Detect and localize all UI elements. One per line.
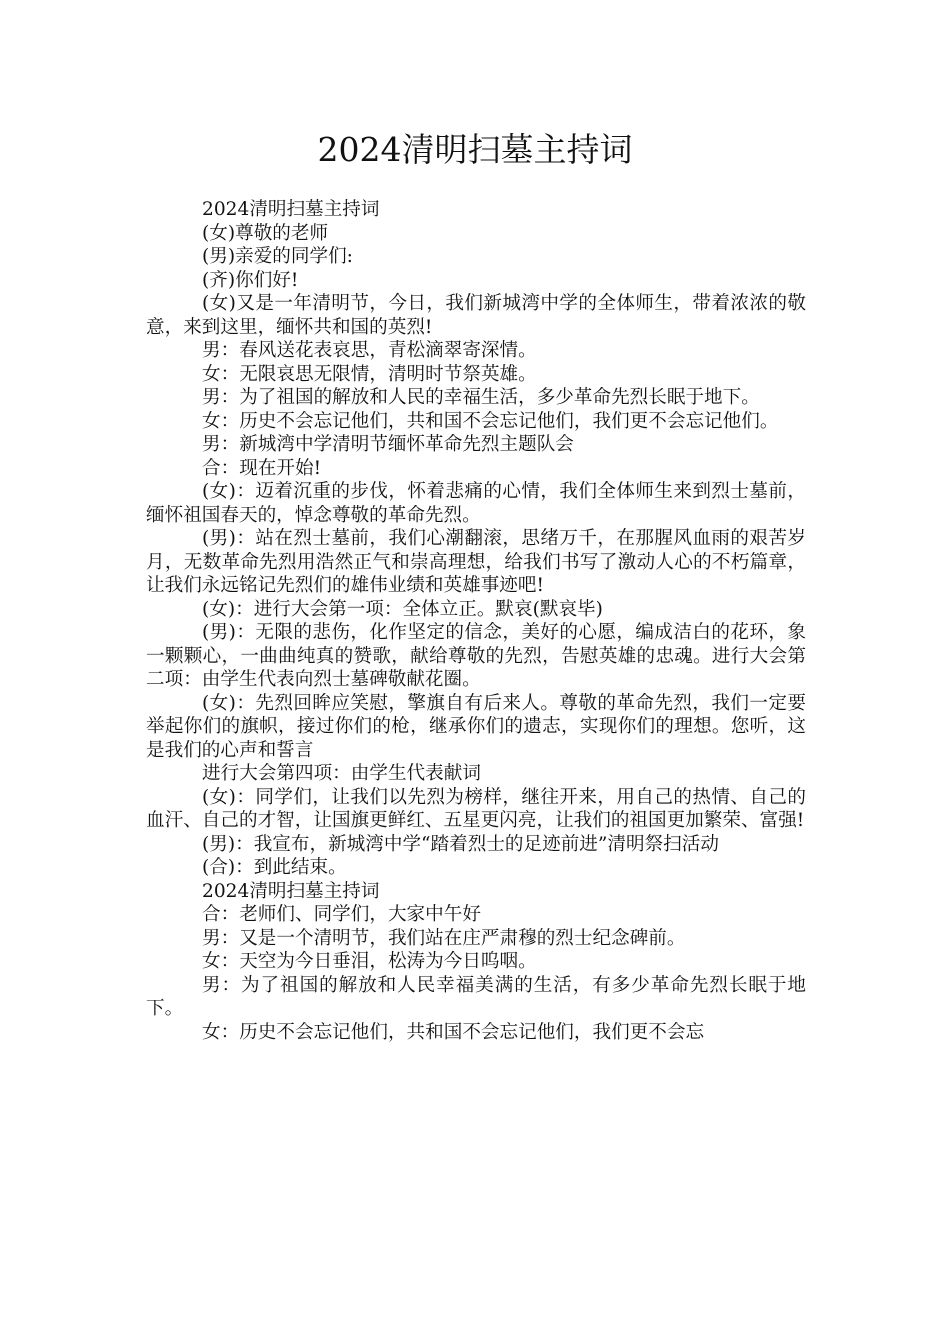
paragraph: (女)尊敬的老师 <box>202 222 329 244</box>
paragraph: 男：新城湾中学清明节缅怀革命先烈主题队会 <box>202 434 574 455</box>
document-body <box>146 198 806 1044</box>
paragraph: 女：历史不会忘记他们，共和国不会忘记他们，我们更不会忘 <box>202 1021 705 1043</box>
paragraph: 女：历史不会忘记他们，共和国不会忘记他们，我们更不会忘记他们。 <box>202 410 779 432</box>
paragraph: 进行大会第四项：由学生代表献词 <box>202 763 481 784</box>
paragraph: 女：无限哀思无限情，清明时节祭英雄。 <box>202 363 537 385</box>
paragraph: (合)：到此结束。 <box>202 857 347 878</box>
document-title: 2024清明扫墓主持词 <box>317 130 633 169</box>
paragraph: (女)：同学们，让我们以先烈为榜样，继往开来，用自己的热情、自己的血汗、自己的才智，让国旗更鲜红、五星更闪亮，让我们的祖国更加繁荣、富强! <box>146 786 806 831</box>
paragraph: 男：春风送花表哀思，青松滴翠寄深情。 <box>202 340 537 361</box>
paragraph: 合：老师们、同学们，大家中午好 <box>202 904 481 925</box>
paragraph: (齐)你们好! <box>202 269 299 291</box>
paragraph: (男)：站在烈士墓前，我们心潮翻滚，思绪万千，在那腥风血雨的艰苦岁月，无数革命先烈用浩然正气和崇高理想，给我们书写了激动人心的不朽篇章，让我们永远铭记先烈们的雄伟业绩和英雄事迹吧! <box>146 528 806 596</box>
paragraph: 男：为了祖国的解放和人民的幸福生活，多少革命先烈长眠于地下。 <box>202 387 760 408</box>
paragraph: 女：天空为今日垂泪，松涛为今日呜咽。 <box>202 951 537 972</box>
paragraph: (女)：先烈回眸应笑慰，擎旗自有后来人。尊敬的革命先烈，我们一定要举起你们的旗帜，接过你们的枪，继承你们的遗志，实现你们的理想。您听，这是我们的心声和誓言 <box>146 692 806 761</box>
paragraph: 男：又是一个清明节，我们站在庄严肃穆的烈士纪念碑前。 <box>202 927 686 949</box>
paragraph: 合：现在开始! <box>202 457 322 479</box>
paragraph: (女)又是一年清明节，今日，我们新城湾中学的全体师生，带着浓浓的敬意，来到这里，缅怀共和国的英烈! <box>146 293 806 338</box>
paragraph: (男)：无限的悲伤，化作坚定的信念，美好的心愿，编成洁白的花环，象一颗颗心，一曲曲纯真的赞歌，献给尊敬的先烈，告慰英雄的忠魂。进行大会第二项：由学生代表向烈士墓碑敬献花圈。 <box>146 622 806 690</box>
paragraph: 男：为了祖国的解放和人民幸福美满的生活，有多少革命先烈长眠于地下。 <box>146 974 806 1019</box>
paragraph: (男)：我宣布，新城湾中学“踏着烈士的足迹前进”清明祭扫活动 <box>202 833 719 855</box>
paragraph: (女)：进行大会第一项：全体立正。默哀(默哀毕) <box>202 598 603 620</box>
paragraph: (女)：迈着沉重的步伐，怀着悲痛的心情，我们全体师生来到烈士墓前，缅怀祖国春天的，悼念尊敬的革命先烈。 <box>146 481 806 526</box>
paragraph: 2024清明扫墓主持词 <box>202 199 380 220</box>
paragraph: 2024清明扫墓主持词 <box>202 880 380 902</box>
paragraph: (男)亲爱的同学们: <box>202 246 353 267</box>
